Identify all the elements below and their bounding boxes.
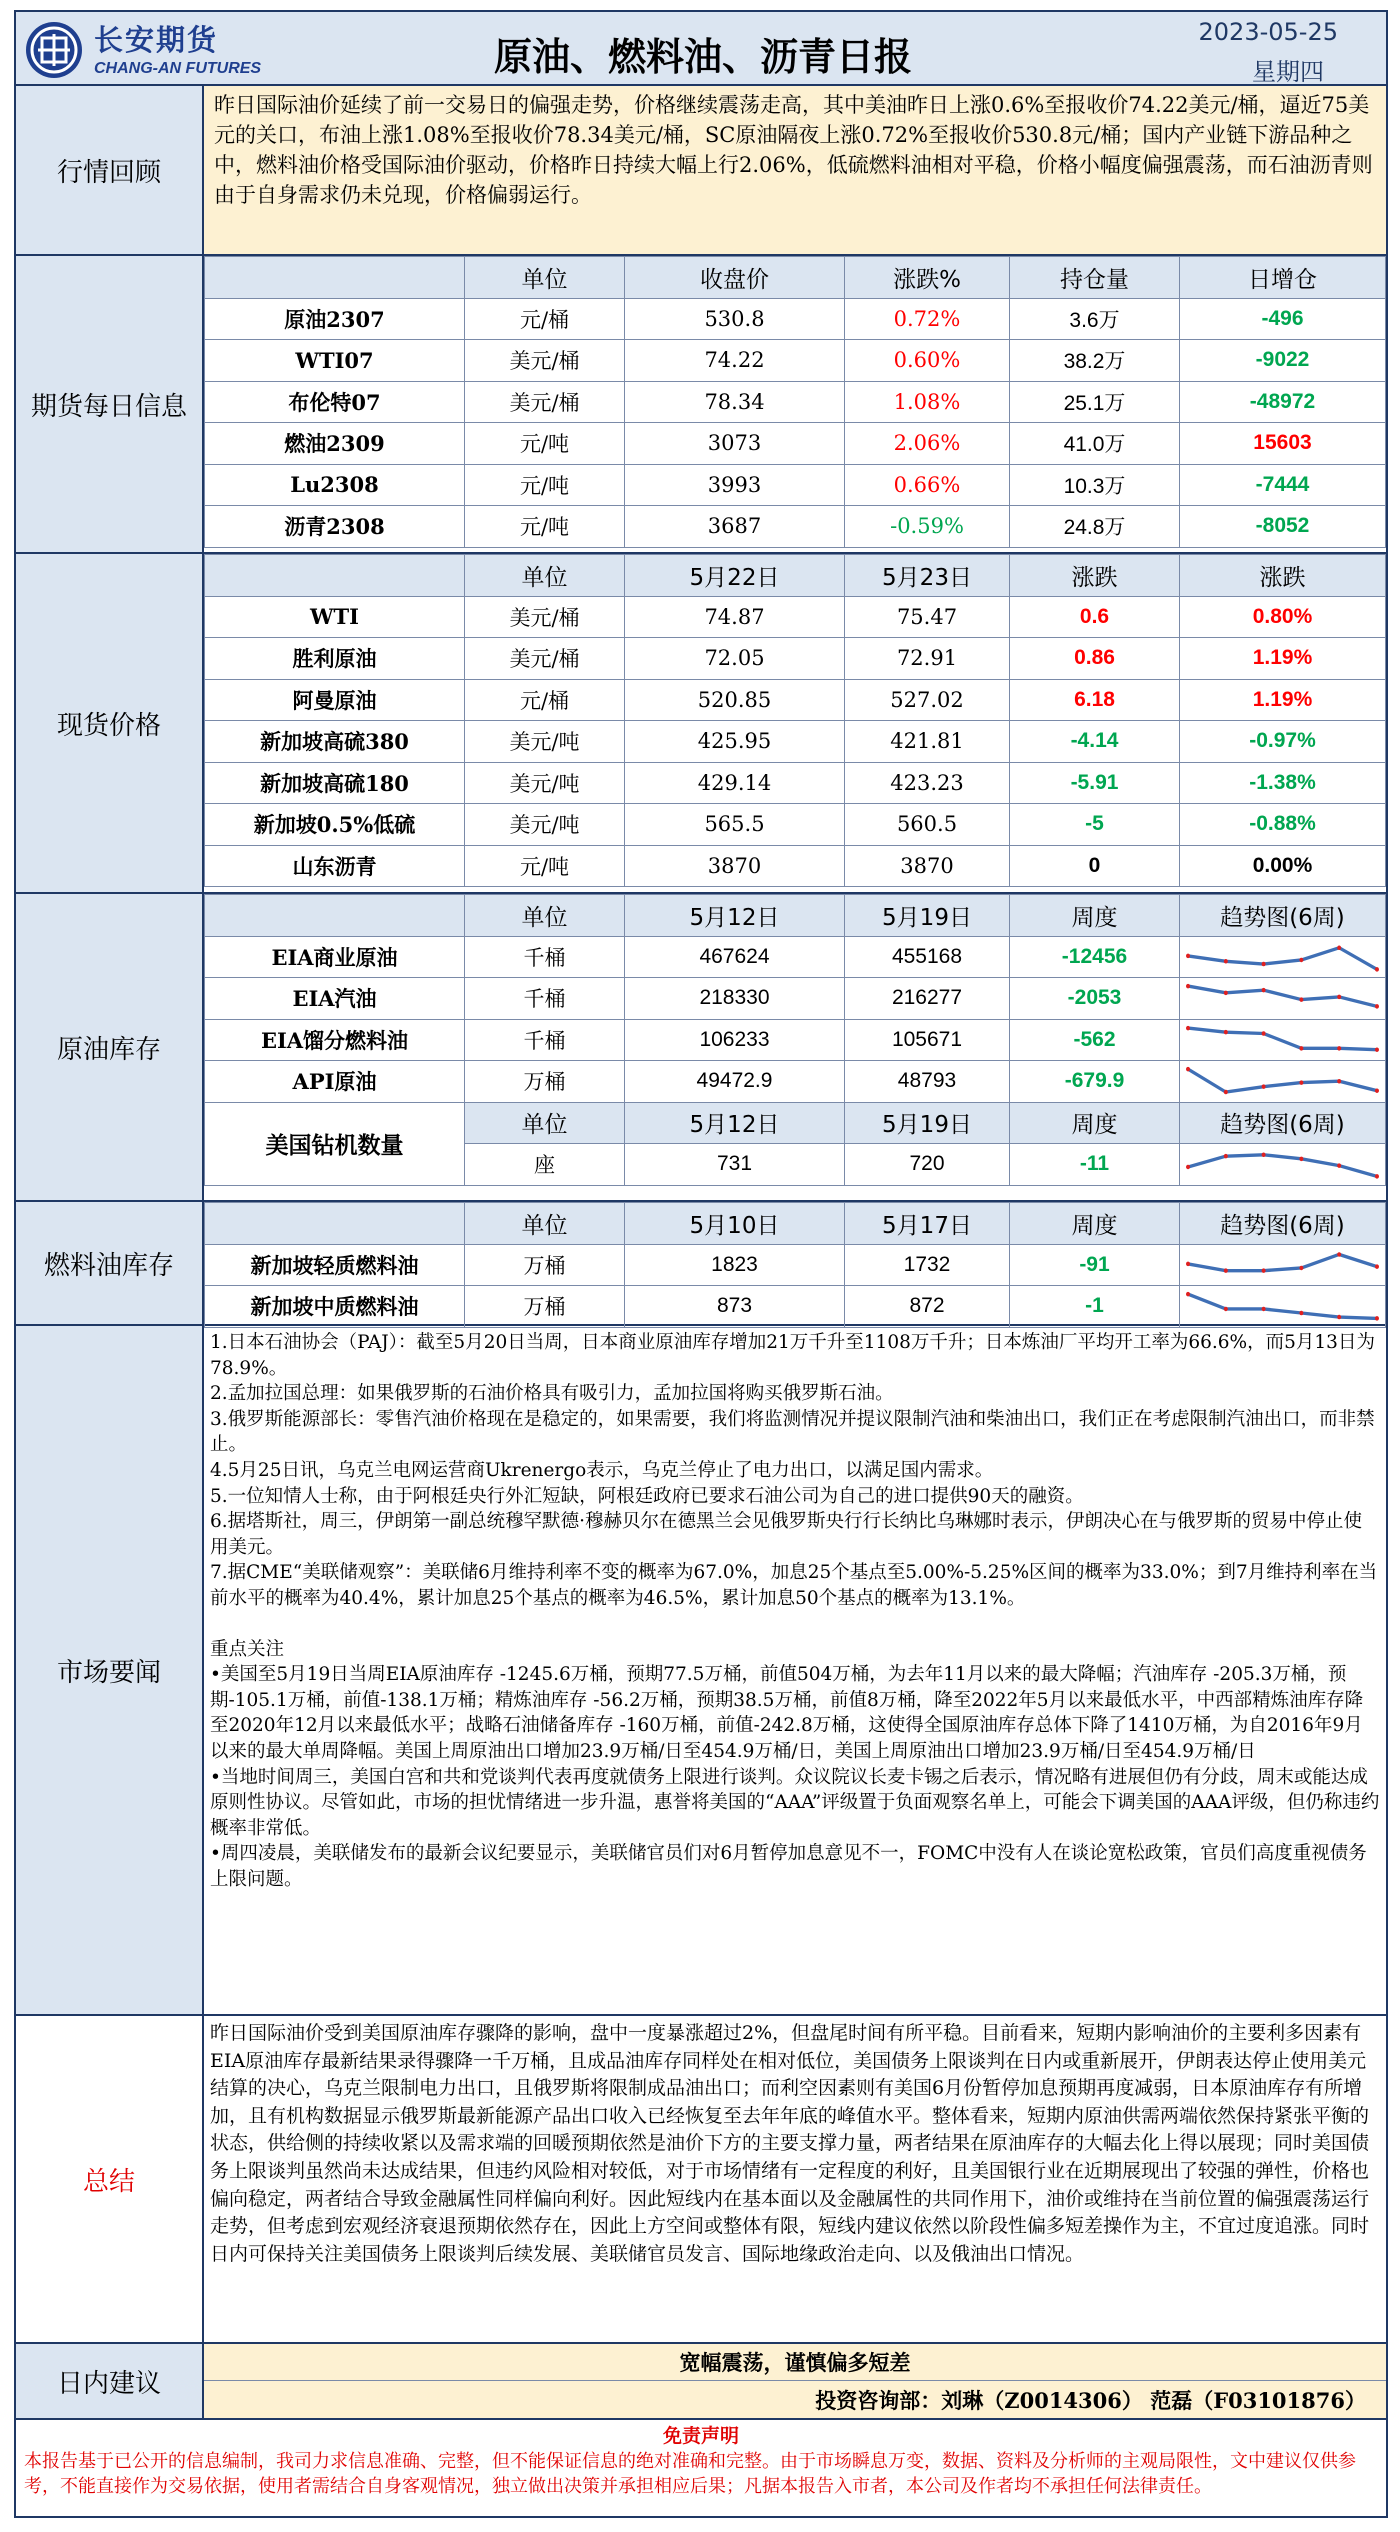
col-header: 5月12日 (625, 1102, 845, 1144)
value-cell: 423.23 (845, 762, 1010, 804)
trend-cell (1180, 1061, 1386, 1103)
weekly-change-cell: -91 (1010, 1244, 1180, 1286)
unit-cell: 元/桶 (465, 679, 625, 721)
spot-section (14, 554, 1388, 894)
open-interest-cell: 10.3万 (1010, 464, 1180, 506)
trend-point (1375, 1088, 1379, 1093)
table-row (205, 845, 1386, 887)
col-header: 单位 (465, 257, 625, 299)
trend-point (1299, 997, 1303, 1002)
change-cell: -5.91 (1010, 762, 1180, 804)
trend-point (1375, 967, 1379, 972)
row-name: 新加坡0.5%低硫 (205, 804, 465, 846)
col-header: 涨跌% (845, 257, 1010, 299)
value-cell: 527.02 (845, 679, 1010, 721)
intraday-advice: 宽幅震荡，谨慎偏多短差 (204, 2344, 1386, 2381)
daily-oi-change-cell: -48972 (1180, 381, 1386, 423)
trend-point (1299, 957, 1303, 962)
table-row (205, 638, 1386, 680)
change-pct-cell: 2.06% (845, 423, 1010, 465)
trend-cell (1180, 1144, 1386, 1186)
trend-point (1262, 1031, 1266, 1036)
change-pct-cell: 0.66% (845, 464, 1010, 506)
value-cell: 75.47 (845, 596, 1010, 638)
spot-table (204, 554, 1386, 887)
trend-cell (1180, 1019, 1386, 1061)
change-pct-cell: 1.19% (1180, 638, 1386, 680)
col-header: 单位 (465, 895, 625, 937)
unit-cell: 美元/吨 (465, 762, 625, 804)
change-pct-cell: -0.97% (1180, 721, 1386, 763)
unit-cell: 美元/桶 (465, 381, 625, 423)
change-pct-cell: 1.19% (1180, 679, 1386, 721)
trend-point (1224, 1029, 1228, 1034)
unit-cell: 千桶 (465, 936, 625, 978)
value-cell: 560.5 (845, 804, 1010, 846)
col-header: 周度 (1010, 1102, 1180, 1144)
table-header-row (205, 1203, 1386, 1245)
table-row (205, 1286, 1386, 1328)
col-header: 持仓量 (1010, 257, 1180, 299)
company-name-en: CHANG-AN FUTURES (94, 60, 262, 77)
trend-point (1337, 1046, 1341, 1051)
section-label: 燃料油库存 (16, 1202, 204, 1324)
value-cell: 1732 (845, 1244, 1010, 1286)
report-title: 原油、燃料油、沥青日报 (493, 35, 912, 79)
trend-line (1188, 947, 1377, 969)
focus-title: 重点关注 (210, 1638, 285, 1660)
table-row (205, 679, 1386, 721)
change-pct-cell: 1.08% (845, 381, 1010, 423)
change-cell: -4.14 (1010, 721, 1180, 763)
row-name: 阿曼原油 (205, 679, 465, 721)
table-row (205, 340, 1386, 382)
weekly-change-cell: -562 (1010, 1019, 1180, 1061)
company-name-cn: 长安期货 (94, 23, 219, 57)
col-header: 单位 (465, 1102, 625, 1144)
value-cell: 720 (845, 1144, 1010, 1186)
trend-point (1224, 1090, 1228, 1095)
change-pct-cell: 0.60% (845, 340, 1010, 382)
value-cell: 565.5 (625, 804, 845, 846)
unit-cell: 元/吨 (465, 423, 625, 465)
value-cell: 72.05 (625, 638, 845, 680)
value-cell: 455168 (845, 936, 1010, 978)
value-cell: 872 (845, 1286, 1010, 1328)
trend-sparkline (1182, 937, 1383, 978)
trend-line (1188, 1254, 1377, 1270)
value-cell: 1823 (625, 1244, 845, 1286)
unit-cell: 美元/桶 (465, 638, 625, 680)
trend-point (1375, 1174, 1379, 1179)
trend-point (1224, 1307, 1228, 1312)
value-cell: 74.87 (625, 596, 845, 638)
row-name: 沥青2308 (205, 506, 465, 548)
trend-point (1262, 1268, 1266, 1273)
news-item: 2.孟加拉国总理：如果俄罗斯的石油价格具有吸引力，孟加拉国将购买俄罗斯石油。 (210, 1383, 894, 1405)
trend-line (1188, 1028, 1377, 1050)
row-name: EIA商业原油 (205, 936, 465, 978)
trend-point (1299, 1311, 1303, 1316)
consultant-info: 投资咨询部：刘琳（Z0014306） 范磊（F03101876） (204, 2381, 1386, 2418)
table-row (205, 936, 1386, 978)
trend-sparkline (1182, 1245, 1383, 1286)
table-row (205, 423, 1386, 465)
col-header: 趋势图(6周) (1180, 1203, 1386, 1245)
report-header (14, 10, 1388, 86)
trend-point (1186, 984, 1190, 989)
row-name: 美国钻机数量 (205, 1102, 465, 1185)
disclaimer-title: 免责声明 (662, 2425, 739, 2447)
trend-cell (1180, 936, 1386, 978)
row-name: 原油2307 (205, 298, 465, 340)
trend-point (1337, 945, 1341, 950)
value-cell: 467624 (625, 936, 845, 978)
unit-cell: 万桶 (465, 1244, 625, 1286)
daily-oi-change-cell: -9022 (1180, 340, 1386, 382)
col-header: 5月12日 (625, 895, 845, 937)
value-cell: 216277 (845, 978, 1010, 1020)
close-price-cell: 74.22 (625, 340, 845, 382)
summary-section (14, 2016, 1388, 2344)
table-row (205, 464, 1386, 506)
trend-sparkline (1182, 1286, 1383, 1327)
change-pct-cell: 0.72% (845, 298, 1010, 340)
close-price-cell: 3073 (625, 423, 845, 465)
section-label: 原油库存 (16, 894, 204, 1200)
table-header-row (205, 257, 1386, 299)
col-header: 收盘价 (625, 257, 845, 299)
section-label: 市场要闻 (16, 1326, 204, 2014)
news-item: 1.日本石油协会（PAJ）：截至5月20日当周，日本商业原油库存增加21万千升至1108万千升；日本炼油厂平均开工率为66.6%，而5月13日为78.9%。 (210, 1332, 1375, 1379)
daily-report-sheet (14, 10, 1388, 2518)
table-row (205, 762, 1386, 804)
col-header: 5月22日 (625, 555, 845, 597)
value-cell: 520.85 (625, 679, 845, 721)
close-price-cell: 3687 (625, 506, 845, 548)
trend-line (1188, 1155, 1377, 1177)
value-cell: 873 (625, 1286, 845, 1328)
trend-point (1337, 1252, 1341, 1257)
summary-text: 昨日国际油价受到美国原油库存骤降的影响，盘中一度暴涨超过2%，但盘尾时间有所平稳。目前看来，短期内影响油价的主要利多因素有EIA原油库存最新结果录得骤降一千万桶，且成品油库存同样处在相对低位，美国债务上限谈判在日内或重新展开，伊朗表达停止使用美元结算的决心，乌克兰限制电力出口，且俄罗斯将限制成品油出口；而利空因素则有美国6月份暂停加息预期再度减弱，日本原油库存有所增加，且有机构数据显示俄罗斯最新能源产品出口收入已经恢复至去年年底的峰值水平。整体看来，短期内原油供需两端依然保持紧张平衡的状态，供给侧的持续收紧以及需求端的回暖预期依然是油价下方的主要支撑力量，两者结果在原油库存的大幅去化上得以展现；同时美国债务上限谈判虽然尚未达成结果，但违约风险相对较低，对于市场情绪有一定程度的利好，且美国银行业在近期展现出了较强的弹性，价格也偏向稳定，两者结合导致金融属性同样偏向利好。因此短线内在基本面以及金融属性的共同作用下，油价或维持在当前位置的偏强震荡运行走势，但考虑到宏观经济衰退预期依然存在，因此上方空间或整体有限，短线内建议依然以阶段性偏多短差操作为主，不宜过度追涨。同时日内可保持关注美国债务上限谈判后续发展、美联储官员发言、国际地缘政治走向、以及俄油出口情况。 (210, 2022, 1370, 2265)
unit-cell: 元/桶 (465, 298, 625, 340)
col-header: 5月19日 (845, 1102, 1010, 1144)
row-name: Lu2308 (205, 464, 465, 506)
crude-inventory-table (204, 894, 1386, 1186)
daily-oi-change-cell: 15603 (1180, 423, 1386, 465)
spacer (210, 1612, 1380, 1637)
open-interest-cell: 3.6万 (1010, 298, 1180, 340)
trend-sparkline (1182, 1144, 1383, 1185)
section-label: 行情回顾 (16, 86, 204, 254)
row-name: EIA汽油 (205, 978, 465, 1020)
value-cell: 72.91 (845, 638, 1010, 680)
unit-cell: 座 (465, 1144, 625, 1186)
row-name: 山东沥青 (205, 845, 465, 887)
open-interest-cell: 24.8万 (1010, 506, 1180, 548)
row-name: 胜利原油 (205, 638, 465, 680)
col-header: 周度 (1010, 1203, 1180, 1245)
disclaimer-text: 本报告基于已公开的信息编制，我司力求信息准确、完整，但不能保证信息的绝对准确和完整。由于市场瞬息万变，数据、资料及分析师的主观局限性，文中建议仅供参考，不能直接作为交易依据，使用者需结合自身客观情况，独立做出决策并承担相应后果；凡据本报告入市者，本公司及作者均不承担任何法律责任。 (24, 2451, 1356, 2497)
change-cell: 6.18 (1010, 679, 1180, 721)
fuel-inventory-section (14, 1202, 1388, 1326)
table-row (205, 1019, 1386, 1061)
value-cell: 421.81 (845, 721, 1010, 763)
col-header: 涨跌 (1010, 555, 1180, 597)
market-review-section (14, 86, 1388, 256)
row-name: 燃油2309 (205, 423, 465, 465)
col-header: 日增仓 (1180, 257, 1386, 299)
section-label: 现货价格 (16, 554, 204, 892)
unit-cell: 元/吨 (465, 845, 625, 887)
news-item: 3.俄罗斯能源部长：零售汽油价格现在是稳定的，如果需要，我们将监测情况并提议限制汽油和柴油出口，我们正在考虑限制汽油出口，而非禁止。 (210, 1408, 1375, 1456)
news-item: 7.据CME“美联储观察”：美联储6月维持利率不变的概率为67.0%，加息25个基点至5.00%-5.25%区间的概率为33.0%；到7月维持利率在当前水平的概率为40.4%，累计加息25个基点的概率为46.5%，累计加息50个基点的概率为13.1%。 (210, 1562, 1378, 1609)
trend-line (1188, 1069, 1377, 1092)
futures-section (14, 256, 1388, 554)
trend-point (1375, 1264, 1379, 1269)
weekly-change-cell: -679.9 (1010, 1061, 1180, 1103)
unit-cell: 美元/吨 (465, 721, 625, 763)
section-label: 日内建议 (16, 2344, 204, 2418)
change-pct-cell: -0.88% (1180, 804, 1386, 846)
trend-point (1262, 1084, 1266, 1089)
trend-point (1186, 1025, 1190, 1030)
change-pct-cell: -0.59% (845, 506, 1010, 548)
trend-point (1299, 1046, 1303, 1051)
table-row (205, 381, 1386, 423)
unit-cell: 元/吨 (465, 506, 625, 548)
news-item: 6.据塔斯社，周三，伊朗第一副总统穆罕默德·穆赫贝尔在德黑兰会见俄罗斯央行行长纳比乌琳娜时表示，伊朗决心在与俄罗斯的贸易中停止使用美元。 (210, 1511, 1363, 1558)
change-cell: 0.6 (1010, 596, 1180, 638)
close-price-cell: 530.8 (625, 298, 845, 340)
unit-cell: 万桶 (465, 1286, 625, 1328)
trend-line (1188, 986, 1377, 1006)
daily-oi-change-cell: -496 (1180, 298, 1386, 340)
unit-cell: 美元/桶 (465, 340, 625, 382)
report-date: 2023-05-25 (1198, 18, 1338, 46)
trend-cell (1180, 1244, 1386, 1286)
unit-cell: 万桶 (465, 1061, 625, 1103)
open-interest-cell: 41.0万 (1010, 423, 1180, 465)
focus-item: •美国至5月19日当周EIA原油库存 -1245.6万桶，预期77.5万桶，前值504万桶，为去年11月以来的最大降幅；汽油库存 -205.3万桶，预期-105.1万桶，前值-138.1万桶；精炼油库存 -56.2万桶，预期38.5万桶，前值8万桶，降至2022年5月以来最低水平，中西部精炼油库存降至2020年12月以来最低水平；战略石油储备库存 -160万桶，前值-242.8万桶，这使得全国原油库存总体下降了1410万桶，为自2016年9月以来的最大单周降幅。美国上周原油出口增加23.9万桶/日至454.9万桶/日，美国上周原油出口增加23.9万桶/日至454.9万桶/日 (210, 1664, 1364, 1762)
trend-point (1375, 1047, 1379, 1052)
trend-point (1262, 988, 1266, 993)
row-name: 布伦特07 (205, 381, 465, 423)
col-header: 趋势图(6周) (1180, 895, 1386, 937)
change-cell: -5 (1010, 804, 1180, 846)
section-label: 期货每日信息 (16, 256, 204, 552)
value-cell: 105671 (845, 1019, 1010, 1061)
open-interest-cell: 38.2万 (1010, 340, 1180, 382)
col-header: 5月23日 (845, 555, 1010, 597)
trend-point (1224, 991, 1228, 996)
crude-inventory-section (14, 894, 1388, 1202)
trend-line (1188, 1294, 1377, 1318)
trend-point (1224, 1154, 1228, 1159)
table-header-row (205, 555, 1386, 597)
col-header: 单位 (465, 555, 625, 597)
news-text (204, 1326, 1386, 2014)
value-cell: 731 (625, 1144, 845, 1186)
value-cell: 425.95 (625, 721, 845, 763)
change-pct-cell: 0.80% (1180, 596, 1386, 638)
trend-point (1186, 1292, 1190, 1297)
news-item: 5.一位知情人士称，由于阿根廷央行外汇短缺，阿根廷政府已要求石油公司为自己的进口提供90天的融资。 (210, 1485, 1084, 1507)
open-interest-cell: 25.1万 (1010, 381, 1180, 423)
change-cell: 0 (1010, 845, 1180, 887)
disclaimer-section (14, 2420, 1388, 2518)
value-cell: 429.14 (625, 762, 845, 804)
daily-oi-change-cell: -8052 (1180, 506, 1386, 548)
market-review-text: 昨日国际油价延续了前一交易日的偏强走势，价格继续震荡走高，其中美油昨日上涨0.6%至报收价74.22美元/桶，逼近75美元的关口，布油上涨1.08%至报收价78.34美元/桶，SC原油隔夜上涨0.72%至报收价530.8元/桶；国内产业链下游品种之中，燃料油价格受国际油价驱动，价格昨日持续大幅上行2.06%，低硫燃料油相对平稳，价格小幅度偏强震荡，而石油沥青则由于自身需求仍未兑现，价格偏弱运行。 (204, 86, 1386, 254)
change-pct-cell: -1.38% (1180, 762, 1386, 804)
col-header: 5月10日 (625, 1203, 845, 1245)
trend-point (1262, 961, 1266, 966)
trend-sparkline (1182, 1061, 1383, 1102)
intraday-section (14, 2344, 1388, 2420)
value-cell: 49472.9 (625, 1061, 845, 1103)
trend-cell (1180, 978, 1386, 1020)
trend-point (1375, 1004, 1379, 1009)
row-name: 新加坡中质燃料油 (205, 1286, 465, 1328)
trend-point (1262, 1307, 1266, 1312)
trend-sparkline (1182, 1020, 1383, 1061)
trend-point (1337, 1079, 1341, 1084)
close-price-cell: 78.34 (625, 381, 845, 423)
row-name: 新加坡轻质燃料油 (205, 1244, 465, 1286)
table-row (205, 506, 1386, 548)
table-row (205, 1244, 1386, 1286)
trend-point (1299, 1265, 1303, 1270)
table-header-row (205, 895, 1386, 937)
futures-table (204, 256, 1386, 548)
daily-oi-change-cell: -7444 (1180, 464, 1386, 506)
trend-point (1299, 1157, 1303, 1162)
table-row (205, 298, 1386, 340)
row-name: EIA馏分燃料油 (205, 1019, 465, 1061)
col-header: 5月17日 (845, 1203, 1010, 1245)
trend-sparkline (1182, 978, 1383, 1019)
focus-item: •当地时间周三，美国白宫和共和党谈判代表再度就债务上限进行谈判。众议院议长麦卡锡之后表示，情况略有进展但仍有分歧，周末或能达成原则性协议。尽管如此，市场的担忧情绪进一步升温，惠誉将美国的“AAA”评级置于负面观察名单上，可能会下调美国的AAA评级，但仍称违约概率非常低。 (210, 1766, 1380, 1839)
col-header: 涨跌 (1180, 555, 1386, 597)
table-row (205, 721, 1386, 763)
unit-cell: 元/吨 (465, 464, 625, 506)
close-price-cell: 3993 (625, 464, 845, 506)
unit-cell: 美元/桶 (465, 596, 625, 638)
unit-cell: 千桶 (465, 1019, 625, 1061)
value-cell: 106233 (625, 1019, 845, 1061)
col-header: 5月19日 (845, 895, 1010, 937)
news-item: 4.5月25日讯，乌克兰电网运营商Ukrenergo表示，乌克兰停止了电力出口，以满足国内需求。 (210, 1459, 994, 1481)
weekly-change-cell: -2053 (1010, 978, 1180, 1020)
value-cell: 3870 (845, 845, 1010, 887)
table-row (205, 978, 1386, 1020)
value-cell: 3870 (625, 845, 845, 887)
focus-item: •周四凌晨，美联储发布的最新会议纪要显示，美联储官员们对6月暂停加息意见不一，FOMC中没有人在谈论宽松政策，官员们高度重视债务上限问题。 (210, 1843, 1367, 1890)
change-cell: 0.86 (1010, 638, 1180, 680)
trend-point (1186, 953, 1190, 958)
trend-point (1186, 1261, 1190, 1266)
trend-point (1337, 1163, 1341, 1168)
table-row (205, 804, 1386, 846)
news-section (14, 1326, 1388, 2016)
change-pct-cell: 0.00% (1180, 845, 1386, 887)
trend-cell (1180, 1286, 1386, 1328)
row-name: 新加坡高硫380 (205, 721, 465, 763)
unit-cell: 千桶 (465, 978, 625, 1020)
rig-header-row (205, 1102, 1386, 1144)
col-header: 周度 (1010, 895, 1180, 937)
trend-point (1262, 1153, 1266, 1158)
table-row (205, 596, 1386, 638)
trend-point (1186, 1165, 1190, 1170)
row-name: API原油 (205, 1061, 465, 1103)
trend-point (1375, 1316, 1379, 1321)
trend-point (1224, 959, 1228, 964)
weekly-change-cell: -12456 (1010, 936, 1180, 978)
section-label: 总结 (16, 2016, 204, 2342)
trend-point (1224, 1268, 1228, 1273)
trend-point (1337, 1315, 1341, 1320)
trend-point (1186, 1067, 1190, 1072)
report-weekday: 星期四 (1252, 58, 1324, 86)
trend-point (1337, 995, 1341, 1000)
trend-point (1299, 1080, 1303, 1085)
col-header: 单位 (465, 1203, 625, 1245)
value-cell: 218330 (625, 978, 845, 1020)
weekly-change-cell: -11 (1010, 1144, 1180, 1186)
value-cell: 48793 (845, 1061, 1010, 1103)
fuel-inventory-table (204, 1202, 1386, 1328)
table-row (205, 1061, 1386, 1103)
unit-cell: 美元/吨 (465, 804, 625, 846)
row-name: WTI (205, 596, 465, 638)
col-header: 趋势图(6周) (1180, 1102, 1386, 1144)
row-name: 新加坡高硫180 (205, 762, 465, 804)
weekly-change-cell: -1 (1010, 1286, 1180, 1328)
row-name: WTI07 (205, 340, 465, 382)
